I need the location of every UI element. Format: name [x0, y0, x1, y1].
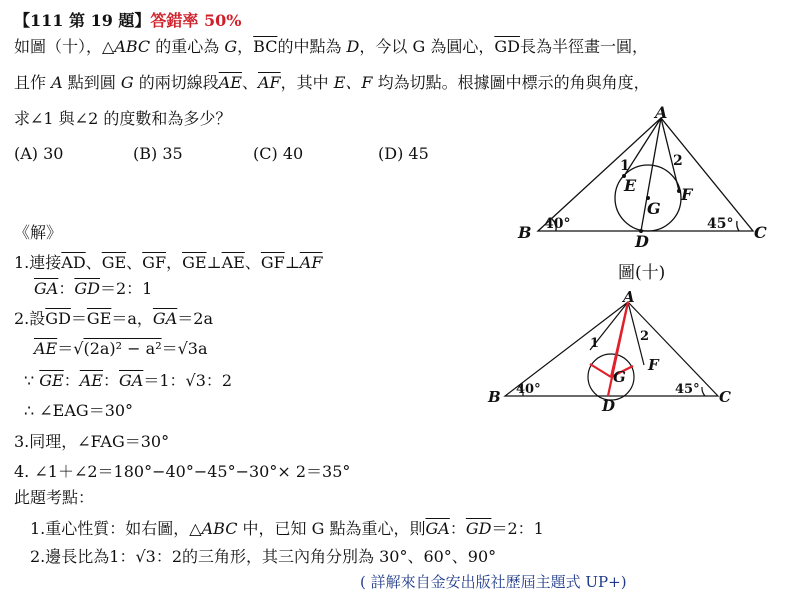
- label-f: F: [681, 185, 693, 204]
- s-seg: $\overline{GD}$: [74, 279, 100, 298]
- label-d-2: D: [602, 397, 616, 415]
- label-angle-b-2: 40°: [516, 382, 541, 397]
- s-seg: $\overline{GF}$: [142, 253, 167, 272]
- s-text: ⊥: [206, 253, 222, 272]
- q-points-ef: E、F: [333, 73, 373, 92]
- s-radicand: (2a)² − a²: [83, 339, 162, 358]
- question-line-3: 求∠1 與∠2 的度數和為多少？: [14, 109, 232, 128]
- s-text: 1.重心性質：如右圖，: [30, 519, 190, 538]
- label-g-2: G: [613, 368, 626, 386]
- label-b: B: [518, 223, 532, 242]
- option-d: (D) 45: [378, 144, 429, 163]
- label-a: A: [655, 105, 668, 122]
- error-rate: 答錯率 50%: [150, 11, 242, 30]
- label-a-2: A: [623, 290, 635, 306]
- label-f-2: F: [648, 356, 659, 374]
- q-text: ，今以 G 為圓心，: [359, 37, 495, 56]
- q-segment-ae: $\overline{AE}$: [218, 73, 242, 92]
- s-text: ：: [449, 519, 466, 538]
- label-angle-1-2: 1: [590, 336, 600, 351]
- q-text: 的重心為: [150, 37, 225, 56]
- s-seg: $\overline{GE}$: [86, 309, 112, 328]
- q-segment-af: $\overline{AF}$: [257, 73, 281, 92]
- q-text: 且作: [14, 73, 52, 92]
- q-point-a: A: [51, 73, 63, 92]
- s-text: 中，已知 G 點為重心，則: [237, 519, 426, 538]
- s-text: ＝: [57, 339, 74, 358]
- q-text: 、: [241, 73, 258, 92]
- question-line-1: [14, 36, 648, 58]
- s-seg: $\overline{GE}$: [182, 253, 207, 272]
- figure-2-diagram: [480, 290, 755, 415]
- solution-step-2b: [34, 338, 208, 360]
- s-text: ⊥: [284, 253, 300, 272]
- q-text: 均為切點。根據圖中標示的角與角度，: [372, 73, 650, 92]
- figure-1-caption: 圖(十): [618, 263, 666, 283]
- q-text: 的中點為: [277, 37, 347, 56]
- option-a: (A) 30: [14, 144, 64, 163]
- s-text: ：: [58, 279, 75, 298]
- header-year: 111: [30, 11, 64, 30]
- s-seg: $\overline{GA}$: [34, 279, 59, 298]
- s-text: ＝: [70, 309, 87, 328]
- s-text: ：: [102, 371, 119, 390]
- s-text: 、: [126, 253, 143, 272]
- header-number: 第 19 題: [63, 11, 135, 30]
- q-text: ，: [237, 37, 254, 56]
- option-c: (C) 40: [253, 144, 304, 163]
- solution-step-3: 3.同理，∠FAG＝30°: [14, 432, 170, 451]
- s-seg: $\overline{GA}$: [119, 371, 144, 390]
- option-b: (B) 35: [133, 144, 183, 163]
- s-seg: $\overline{AE}$: [221, 253, 245, 272]
- label-angle-2: 2: [673, 153, 683, 169]
- solution-step-2c: [24, 370, 232, 392]
- label-angle-2-2: 2: [640, 329, 650, 344]
- s-text: ：: [63, 371, 80, 390]
- s-text: ＝2：1: [99, 279, 153, 298]
- label-e: E: [624, 176, 637, 195]
- header-bracket-open: 【: [14, 11, 31, 30]
- q-text: 長為半徑畫一圓，: [519, 37, 648, 56]
- q-triangle: △ABC: [102, 37, 151, 56]
- s-text: ＝√3a: [161, 339, 208, 358]
- label-angle-c: 45°: [707, 216, 734, 232]
- question-header: [14, 8, 241, 31]
- angle-c-arc: [737, 221, 739, 231]
- s-text: 1.連接: [14, 253, 62, 272]
- s-seg: $\overline{GA}$: [152, 309, 178, 328]
- label-c-2: C: [719, 388, 731, 406]
- q-text: 的兩切線段: [133, 73, 219, 92]
- solution-step-2a: [14, 308, 213, 330]
- label-angle-c-2: 45°: [675, 382, 700, 397]
- red-radius-ge: [590, 364, 611, 377]
- solution-step-1a: [14, 252, 322, 274]
- s-text: ，: [166, 253, 183, 272]
- question-line-2: [14, 72, 650, 94]
- s-seg: $\overline{AD}$: [61, 253, 86, 272]
- source-note: ( 詳解來自金安出版社歷屆主題式 UP+): [360, 573, 627, 591]
- q-point-g: G: [120, 73, 134, 92]
- triangle-abc: [538, 118, 753, 231]
- solution-step-1b: [34, 278, 152, 300]
- solution-step-2d: ∴ ∠EAG＝30°: [24, 401, 134, 420]
- s-seg: $\overline{GD}$: [465, 519, 492, 538]
- q-text: 如圖（十），: [14, 37, 103, 56]
- solution-step-4: 4. ∠1＋∠2＝180°−40°−45°−30°× 2＝35°: [14, 462, 351, 481]
- s-triangle: △ABC: [189, 519, 238, 538]
- figure-1-diagram: [510, 105, 780, 280]
- label-angle-1: 1: [620, 158, 630, 174]
- s-seg: $\overline{GE}$: [39, 371, 64, 390]
- label-g: G: [647, 199, 661, 218]
- q-segment-bc: $\overline{BC}$: [253, 37, 278, 56]
- s-text: 、: [85, 253, 102, 272]
- solution-title: 《解》: [14, 223, 63, 242]
- point-2: 2.邊長比為1：√3：2的三角形，其三內角分別為 30°、60°、90°: [30, 547, 497, 566]
- s-text: ＝a，: [111, 309, 153, 328]
- s-seg: $\overline{GD}$: [45, 309, 71, 328]
- q-text: 點到圓: [62, 73, 121, 92]
- label-d: D: [635, 232, 649, 251]
- s-seg: $\overline{AE}$: [34, 339, 58, 358]
- s-seg: $\overline{GF}$: [260, 253, 285, 272]
- s-text: 2.設: [14, 309, 46, 328]
- s-text: ＝2a: [177, 309, 213, 328]
- s-seg: $\overline{AE}$: [79, 371, 103, 390]
- s-seg: $\overline{GA}$: [425, 519, 450, 538]
- label-b-2: B: [488, 388, 501, 406]
- q-text: ，其中: [280, 73, 334, 92]
- s-text: ＝2：1: [491, 519, 544, 538]
- q-point-d: D: [346, 37, 360, 56]
- point-1: [30, 518, 544, 540]
- q-point-g: G: [224, 37, 238, 56]
- points-title: 此題考點：: [14, 488, 95, 507]
- q-segment-gd: $\overline{GD}$: [494, 37, 520, 56]
- label-angle-b: 40°: [544, 216, 571, 232]
- s-seg: $\overline{GE}$: [101, 253, 127, 272]
- s-text: ＝1：√3：2: [143, 371, 233, 390]
- header-bracket-close: 】: [134, 11, 151, 30]
- sqrt-sign: √: [73, 339, 84, 358]
- angle-c-arc-2: [702, 387, 705, 396]
- s-seg: $\overline{AF}$: [299, 253, 323, 272]
- s-text: ∵: [24, 371, 40, 390]
- label-c: C: [754, 223, 767, 242]
- s-text: 、: [244, 253, 261, 272]
